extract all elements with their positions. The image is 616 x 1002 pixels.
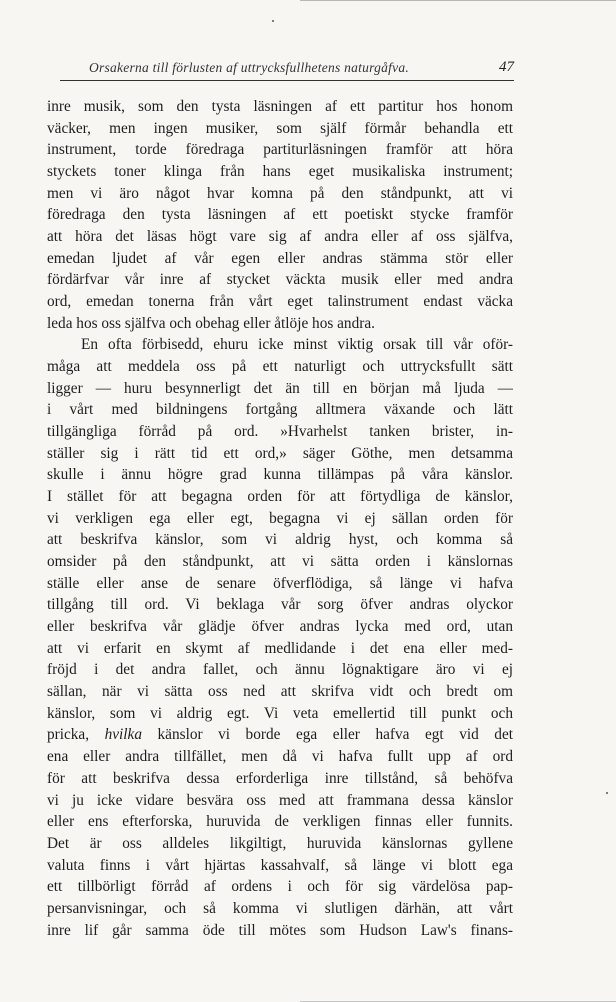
text-line: valuta finns i vårt hjärtas kassahvalf, så länge vi blott ega xyxy=(47,856,513,874)
text-line: för att beskrifva dessa erforderliga inre tillstånd, så behöfva xyxy=(47,769,513,787)
italic-word: hvilka xyxy=(104,726,142,744)
text-line: instrument, torde föredraga partiturläsningen framför att höra xyxy=(47,141,513,159)
body-text xyxy=(47,96,513,941)
text-line: fördärfvar vår inre af stycket väckta musik eller med andra xyxy=(47,271,513,289)
text-line: styckets toner klinga från hans eget musikaliska instrument; xyxy=(47,163,513,181)
text-line: ligger — huru besynnerligt det än till en början må ljuda — xyxy=(47,379,513,397)
line-end: känslor vi borde ega eller hafva egt vid det xyxy=(141,726,513,744)
text-line: I stället för att begagna orden för att förtydliga de känslor, xyxy=(47,488,513,506)
scan-edge-top xyxy=(300,0,616,1)
text-line: känslor, som vi aldrig egt. Vi veta emellertid till punkt och xyxy=(47,704,513,722)
text-line: att vi erfarit en skymt af medlidande i det ena eller med- xyxy=(47,639,513,657)
text-line: omsider på den ståndpunkt, att vi sätta orden i känslornas xyxy=(47,553,513,571)
text-line: men vi äro något hvar komna på den ståndpunkt, att vi xyxy=(47,184,513,202)
text-line: inre musik, som den tysta läsningen af ett partitur hos honom xyxy=(47,98,513,115)
text-line: ord, emedan tonerna från vårt eget talinstrument endast väcka xyxy=(47,293,513,311)
text-line: skulle i ännu högre grad kunna tillämpas på våra känslor. xyxy=(47,466,513,484)
text-line: föredraga den tysta läsningen af ett poetiskt stycke framför xyxy=(47,206,513,224)
text-line: eller ens efterforska, huruvida de verkligen finnas eller funnits. xyxy=(47,813,513,831)
line-start: pricka, xyxy=(47,726,105,744)
text-line: tillgång till ord. Vi beklaga vår sorg öfver andras olyckor xyxy=(47,596,513,614)
text-line: vi ju icke vidare besvära oss med att frammana dessa känslor xyxy=(47,791,513,809)
text-line: ett tillbörligt förråd af ordens i och för sig värdelösa pap- xyxy=(47,878,513,896)
text-line: att beskrifva känslor, som vi aldrig hyst, och komma så xyxy=(47,531,513,549)
text-line: ställe eller anse de senare öfverflödiga, så länge vi hafva xyxy=(47,574,513,592)
text-line-with-italic xyxy=(47,724,513,746)
page-header xyxy=(60,60,514,82)
text-line-paragraph-start: En ofta förbisedd, ehuru icke minst viktig orsak till vår oför- xyxy=(81,336,513,354)
print-speck xyxy=(272,20,274,22)
text-line-paragraph-end: leda hos oss själfva och obehag eller åtlöje hos andra. xyxy=(47,314,375,332)
text-line: i vårt med bildningens fortgång alltmera växande och lätt xyxy=(47,401,513,419)
text-line: att höra det läsas högt vare sig af andra eller af oss själfva, xyxy=(47,228,513,246)
text-line: sällan, när vi sätta oss ned att skrifva vidt och bredt om xyxy=(47,683,513,701)
text-line: Det är oss alldeles likgiltigt, huruvida känslornas gyllene xyxy=(47,834,513,852)
print-speck xyxy=(606,792,608,794)
page-number: 47 xyxy=(499,59,514,75)
text-line: väcker, men ingen musiker, som själf förmår behandla ett xyxy=(47,119,513,137)
text-line: persanvisningar, och så komma vi slutligen därhän, att vårt xyxy=(47,899,513,917)
text-line: vi verkligen ega eller egt, begagna vi ej sällan orden för xyxy=(47,509,513,527)
text-line: emedan ljudet af vår egen eller andras stämma stör eller xyxy=(47,249,513,267)
text-line: fröjd i det andra fallet, och ännu lögnaktigare äro vi ej xyxy=(47,661,513,679)
running-head: Orsakerna till förlusten af uttrycksfullhetens naturgåfva. xyxy=(89,60,409,75)
text-line: ena eller andra tillfället, men då vi hafva fullt upp af ord xyxy=(47,748,513,766)
header-rule xyxy=(60,80,514,81)
text-line: ställer sig i rätt tid ett ord,» säger Göthe, men detsamma xyxy=(47,444,513,462)
text-line: eller beskrifva vår glädje öfver andras lycka med ord, utan xyxy=(47,618,513,636)
text-line: inre lif går samma öde till mötes som Hudson Law's finans- xyxy=(47,921,513,939)
text-line: tillgängliga förråd på ord. »Hvarhelst tanken brister, in- xyxy=(47,423,513,441)
text-line: måga att meddela oss på ett naturligt och uttrycksfullt sätt xyxy=(47,358,513,376)
